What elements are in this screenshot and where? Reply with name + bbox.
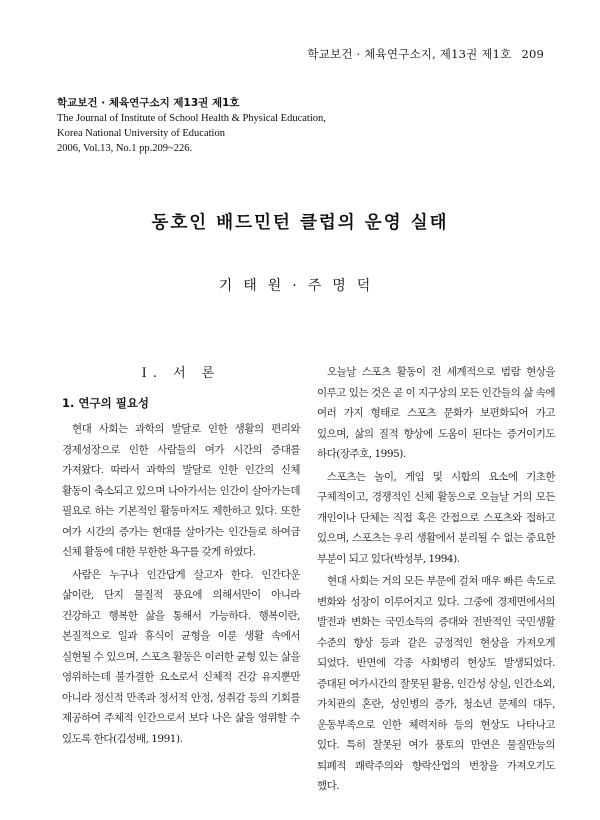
running-head-text: 학교보건 · 체육연구소지, 제13권 제1호 — [307, 47, 512, 61]
journal-name-english: The Journal of Institute of School Health & Physical Education, — [57, 113, 326, 124]
paper-title: 동호인 배드민턴 클럽의 운영 실태 — [151, 213, 449, 233]
journal-info — [57, 96, 437, 156]
page-number: 209 — [521, 47, 544, 61]
journal-institution: Korea National University of Education — [57, 128, 225, 139]
paragraph: 현대 사회는 거의 모든 부문에 걸쳐 매우 빠른 속도로 변화와 성장이 이루어지고 있다. 그중에 경제면에서의 발전과 변화는 국민소득의 증대와 전반적인 국민생활 수준의 향상 등과 같은 긍정적인 현상을 가져오게 되었다. 반면에 각종 사회병리 현상도 발생되었다. 증대된 여가시간의 잘못된 활용, 인간성 상실, 인간소외, 가치관의 혼란, 성인병의 증가, 청소년 문제의 대두, 운동부족으로 인한 체력저하 등의 현상도 나타나고 있다. 특히 잘못된 여가 풍토의 만연은 물질만능의 퇴폐적 쾌락주의와 향락산업의 번창을 가져오기도 했다. — [317, 575, 555, 792]
paragraph: 오늘날 스포츠 활동이 전 세계적으로 범람 현상을 이루고 있는 것은 곧 이 지구상의 모든 인간들의 삶 속에 여러 가지 형태로 스포츠 문화가 보편화되어 가고 있으며, 삶의 질적 향상에 도움이 된다는 증거이기도 하다(장주호, 1995). — [317, 366, 555, 460]
section-heading: Ⅰ. 서 론 — [141, 366, 221, 381]
paper-authors: 기태원·주명덕 — [218, 278, 382, 294]
left-column — [62, 362, 300, 749]
subsection-heading: 1. 연구의 필요성 — [62, 396, 150, 410]
paragraph: 사람은 누구나 인간답게 살고자 한다. 인간다운 삶이란, 단지 물질적 풍요에 의해서만이 아니라 건강하고 행복한 삶을 통해서 가능하다. 행복이란, 본질적으로 일과 휴식이 균형을 이룬 생활 속에서 실현될 수 있으며, 스포츠 활동은 이러한 균형 있는 삶을 영위하는데 불가결한 요소로서 신체적 건강 유지뿐만 아니라 정신적 만족과 정서적 안정, 성취감 등의 기회를 제공하여 주체적 인간으로서 보다 나은 삶을 영위할 수 있도록 한다(김성배, 1991). — [62, 568, 300, 745]
paragraph: 현대 사회는 과학의 발달로 인한 생활의 편리와 경제성장으로 인한 사람들의 여가 시간의 증대를 가져왔다. 따라서 과학의 발달로 인한 인간의 신체 활동이 축소되고 있으며 나아가서는 인간이 살아가는데 필요로 하는 기본적인 활동마저도 제한하고 있다. 또한 여가 시간의 증가는 현대를 살아가는 인간들로 하여금 신체 활동에 대한 무한한 욕구를 갖게 하였다. — [62, 423, 300, 558]
paragraph: 스포츠는 놀이, 게임 및 시합의 요소에 기초한 구체적이고, 경쟁적인 신체 활동으로 오늘날 거의 모든 개인이나 단체는 직접 혹은 간접으로 스포츠와 접하고 있으며, 스포츠는 우리 생활에서 분리될 수 없는 중요한 부분이 되고 있다(박성부, 1994). — [317, 470, 555, 565]
journal-citation: 2006, Vol.13, No.1 pp.209~226. — [57, 143, 193, 154]
right-column — [317, 362, 555, 797]
running-head — [307, 46, 544, 62]
journal-name-korean: 학교보건 · 체육연구소지 제13권 제1호 — [57, 97, 240, 109]
